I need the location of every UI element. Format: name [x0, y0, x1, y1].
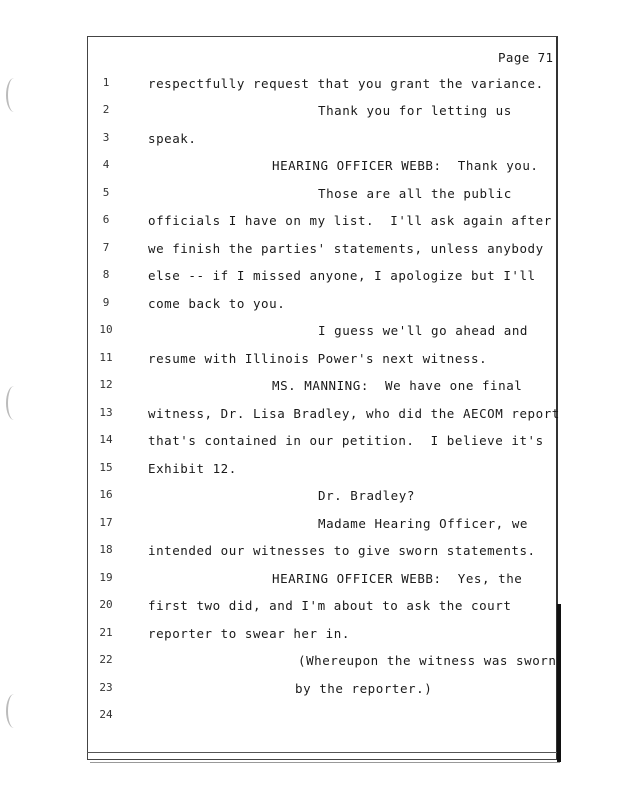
transcript-line: respectfully request that you grant the variance. — [148, 76, 544, 91]
line-number: 1 — [102, 76, 110, 89]
line-number: 19 — [99, 571, 113, 584]
transcript-line: speak. — [148, 131, 197, 146]
line-number: 3 — [102, 131, 110, 144]
line-number: 4 — [102, 158, 110, 171]
line-number: 5 — [102, 186, 110, 199]
transcript-line: come back to you. — [148, 296, 286, 311]
page-number: Page 71 — [498, 50, 554, 65]
transcript-line: MS. MANNING: We have one final — [272, 378, 523, 393]
line-number: 7 — [102, 241, 110, 254]
transcript-line: we finish the parties' statements, unless anybody — [148, 241, 544, 256]
transcript-line: Dr. Bradley? — [318, 488, 415, 503]
bottom-rule — [87, 752, 557, 753]
line-number: 14 — [99, 433, 113, 446]
transcript-line: Thank you for letting us — [318, 103, 512, 118]
transcript-line: witness, Dr. Lisa Bradley, who did the AECOM report — [148, 406, 560, 421]
transcript-line: Exhibit 12. — [148, 461, 237, 476]
transcript-line: resume with Illinois Power's next witness. — [148, 351, 488, 366]
transcript-line: (Whereupon the witness was sworn — [298, 653, 557, 668]
transcript-line: HEARING OFFICER WEBB: Thank you. — [272, 158, 539, 173]
transcript-line: officials I have on my list. I'll ask again after — [148, 213, 552, 228]
transcript-line: I guess we'll go ahead and — [318, 323, 528, 338]
transcript-line: that's contained in our petition. I believe it's — [148, 433, 544, 448]
scan-edge-bar — [557, 604, 561, 762]
line-number: 22 — [99, 653, 113, 666]
transcript-line: Those are all the public — [318, 186, 512, 201]
line-number: 2 — [102, 103, 110, 116]
line-number: 20 — [99, 598, 113, 611]
transcript-line: intended our witnesses to give sworn statements. — [148, 543, 536, 558]
binder-hole-mark — [6, 694, 22, 728]
line-number: 12 — [99, 378, 113, 391]
line-number: 24 — [99, 708, 113, 721]
bottom-rule-outer — [90, 762, 560, 763]
line-number: 17 — [99, 516, 113, 529]
binder-hole-mark — [6, 78, 22, 112]
line-number: 16 — [99, 488, 113, 501]
transcript-line: Madame Hearing Officer, we — [318, 516, 528, 531]
line-number: 15 — [99, 461, 113, 474]
line-number: 11 — [99, 351, 113, 364]
binder-hole-mark — [6, 386, 22, 420]
transcript-line: HEARING OFFICER WEBB: Yes, the — [272, 571, 523, 586]
transcript-line: else -- if I missed anyone, I apologize but I'll — [148, 268, 536, 283]
line-number: 21 — [99, 626, 113, 639]
line-number: 23 — [99, 681, 113, 694]
line-number: 18 — [99, 543, 113, 556]
line-number: 6 — [102, 213, 110, 226]
transcript-line: first two did, and I'm about to ask the court — [148, 598, 512, 613]
line-number: 10 — [99, 323, 113, 336]
line-number: 9 — [102, 296, 110, 309]
transcript-line: by the reporter.) — [295, 681, 433, 696]
transcript-line: reporter to swear her in. — [148, 626, 350, 641]
line-number: 13 — [99, 406, 113, 419]
line-number: 8 — [102, 268, 110, 281]
